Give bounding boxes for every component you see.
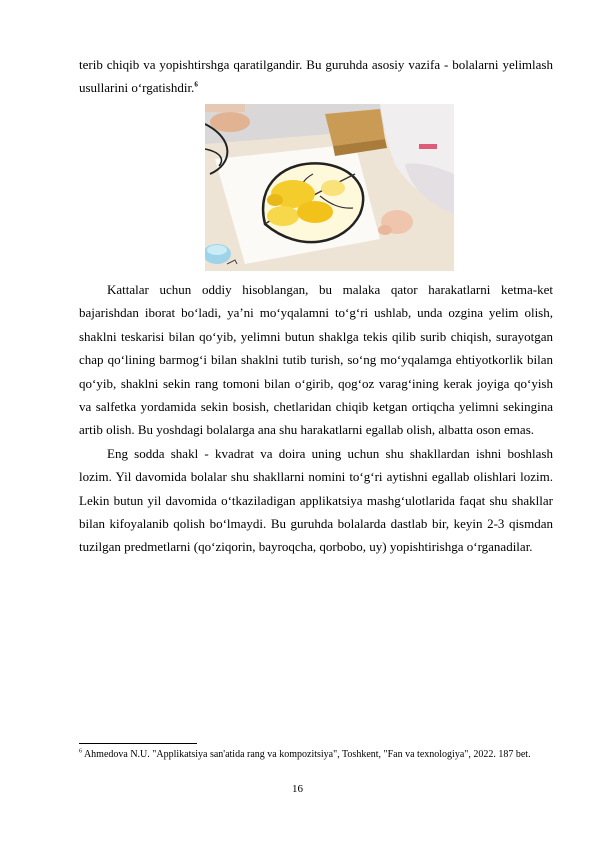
children-applique-photo xyxy=(205,104,454,271)
paragraph-2: Eng sodda shakl - kvadrat va doira uning uchun shu shakllardan ishni boshlash lozim. Yil davomida bolalar shu shakllarni nomini to‘g‘ri aytishni egallab olishlari lozim. Lekin butun yil davomida o‘tkaziladigan applikatsiya mashg‘ulotlarida faqat shu shakllar bilan kifoyalanib qolish bo‘lmaydi. Bu guruhda bolalarda dastlab bir, keyin 2-3 qismdan tuzilgan predmetlarni (qo‘ziqorin, bayroqcha, qorbobo, uy) yopishtirishga o‘rganadilar. xyxy=(79,445,553,555)
footnote-marker: 6 xyxy=(79,748,82,755)
paragraph-1: Kattalar uchun oddiy hisoblangan, bu malaka qator harakatlarni ketma-ket bajarishdan iborat bo‘ladi, ya’ni mo‘yqalamni to‘g‘ri ushlab, unda ozgina yelim olish, shaklni teskarisi bilan qo‘yib, yelimni butun shaklga tekis qilib surib chiqish, surayotgan chap qo‘lining barmog‘i bilan shaklni tutib turish, so‘ng mo‘yqalamga ehtiyotkorlik bilan qo‘yib, shaklni sekin rang tomoni bilan o‘girib, qog‘oz varag‘ining kerak joyiga qo‘yish va salfetka yordamida sekin bosish, chetlaridan chiqib ketgan ortiqcha yelimni sekingina artib olish. Bu yoshdagi bolalarga ana shu harakatlarni egallab olish, albatta oson emas. xyxy=(79,282,553,438)
intro-paragraph xyxy=(79,53,553,100)
intro-text: terib chiqib va yopishtirshga qaratilgandir. Bu guruhda asosiy vazifa - bolalarni yelimlash usullarini o‘rgatishdir. xyxy=(79,57,553,96)
main-text xyxy=(79,278,553,559)
footnote-separator xyxy=(79,743,197,744)
page-number: 16 xyxy=(292,783,303,795)
footnote-reference[interactable]: 6 xyxy=(194,81,198,90)
footnote xyxy=(79,747,553,763)
footnote-text: Ahmedova N.U. "Applikatsiya san'atida rang va kompozitsiya", Toshkent, "Fan va texnologiya", 2022. 187 bet. xyxy=(83,749,531,760)
